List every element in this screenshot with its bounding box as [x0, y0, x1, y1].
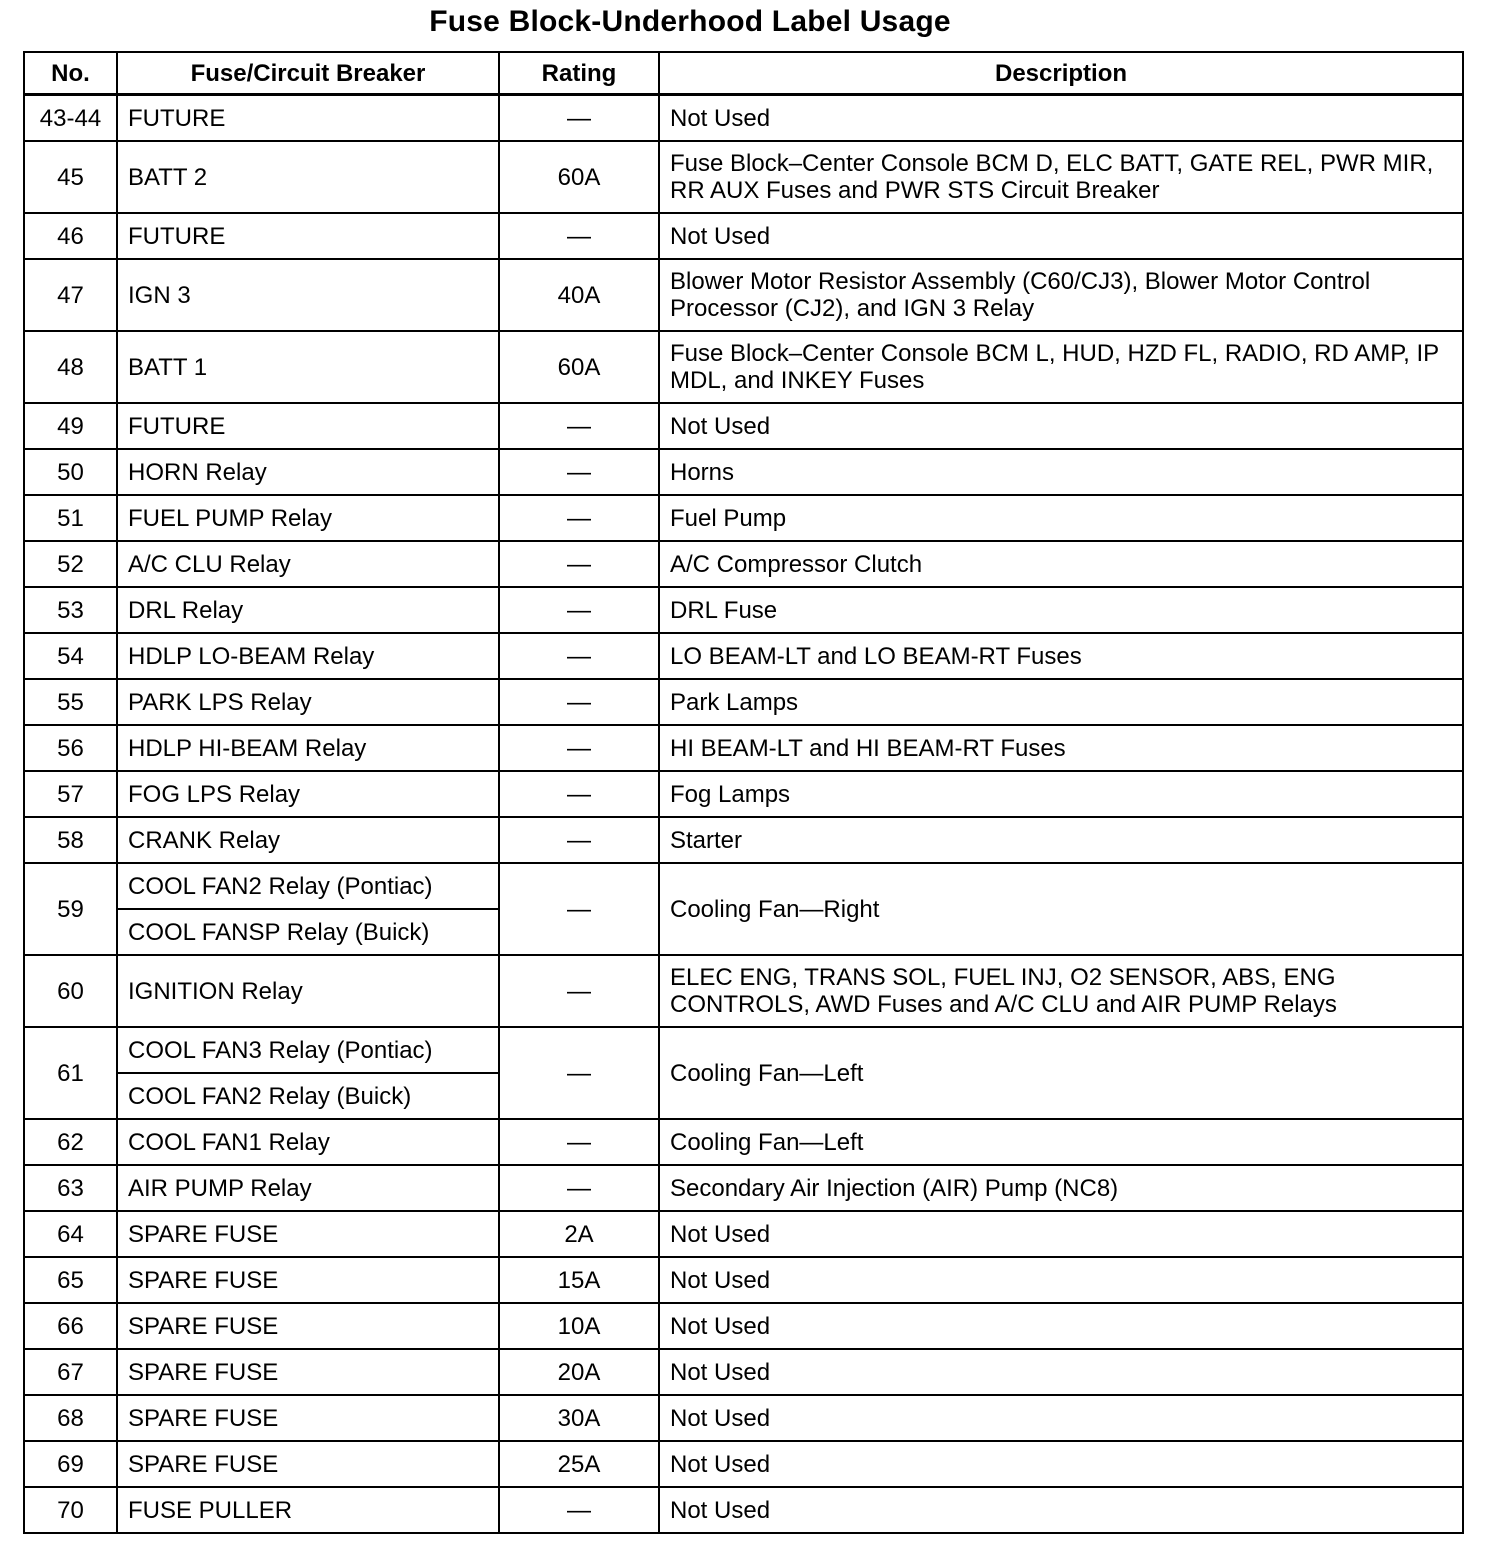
cell-rating: — — [499, 541, 659, 587]
cell-description: Not Used — [659, 213, 1463, 259]
cell-description: HI BEAM-LT and HI BEAM-RT Fuses — [659, 725, 1463, 771]
cell-rating: 60A — [499, 331, 659, 403]
cell-fuse: CRANK Relay — [117, 817, 499, 863]
table-row — [24, 1487, 1463, 1533]
cell-fuse: HDLP LO-BEAM Relay — [117, 633, 499, 679]
cell-no: 62 — [24, 1119, 117, 1165]
table-row — [24, 1441, 1463, 1487]
cell-no: 60 — [24, 955, 117, 1027]
cell-no: 63 — [24, 1165, 117, 1211]
cell-description: Secondary Air Injection (AIR) Pump (NC8) — [659, 1165, 1463, 1211]
cell-rating: 10A — [499, 1303, 659, 1349]
cell-description: Park Lamps — [659, 679, 1463, 725]
table-row — [24, 1303, 1463, 1349]
cell-fuse: FUSE PULLER — [117, 1487, 499, 1533]
table-row — [24, 1165, 1463, 1211]
table-row — [24, 1119, 1463, 1165]
cell-rating: — — [499, 679, 659, 725]
table-row — [24, 331, 1463, 403]
cell-description: Cooling Fan—Right — [659, 863, 1463, 955]
cell-fuse: DRL Relay — [117, 587, 499, 633]
cell-fuse: COOL FAN2 Relay (Pontiac) — [117, 863, 499, 909]
cell-rating: — — [499, 95, 659, 142]
table-row — [24, 141, 1463, 213]
cell-rating: 15A — [499, 1257, 659, 1303]
cell-rating: 25A — [499, 1441, 659, 1487]
table-row — [24, 817, 1463, 863]
cell-rating: 40A — [499, 259, 659, 331]
table-row — [24, 95, 1463, 142]
cell-rating: — — [499, 771, 659, 817]
cell-description: Not Used — [659, 1395, 1463, 1441]
cell-no: 56 — [24, 725, 117, 771]
table-body — [24, 95, 1463, 1534]
cell-description: Not Used — [659, 1349, 1463, 1395]
cell-no: 50 — [24, 449, 117, 495]
cell-description: Not Used — [659, 1303, 1463, 1349]
cell-no: 58 — [24, 817, 117, 863]
header-no: No. — [24, 52, 117, 95]
cell-description: Starter — [659, 817, 1463, 863]
cell-rating: — — [499, 213, 659, 259]
cell-rating: 2A — [499, 1211, 659, 1257]
cell-description: Not Used — [659, 1211, 1463, 1257]
table-row — [24, 449, 1463, 495]
cell-rating: — — [499, 725, 659, 771]
cell-fuse: COOL FANSP Relay (Buick) — [117, 909, 499, 955]
cell-fuse: FOG LPS Relay — [117, 771, 499, 817]
cell-rating: — — [499, 633, 659, 679]
cell-fuse: SPARE FUSE — [117, 1441, 499, 1487]
cell-description: Not Used — [659, 1257, 1463, 1303]
cell-description: Cooling Fan—Left — [659, 1027, 1463, 1119]
cell-rating: — — [499, 1119, 659, 1165]
cell-description: Blower Motor Resistor Assembly (C60/CJ3), Blower Motor Control Processor (CJ2), and IGN 3 Relay — [659, 259, 1463, 331]
table-row — [24, 955, 1463, 1027]
cell-rating: — — [499, 403, 659, 449]
table-row — [24, 1027, 1463, 1073]
cell-rating: 30A — [499, 1395, 659, 1441]
table-header-row — [24, 52, 1463, 95]
cell-no: 43-44 — [24, 95, 117, 142]
table-row — [24, 1257, 1463, 1303]
cell-fuse: SPARE FUSE — [117, 1257, 499, 1303]
table-row — [24, 633, 1463, 679]
table-row — [24, 863, 1463, 909]
cell-fuse: IGNITION Relay — [117, 955, 499, 1027]
cell-fuse: BATT 2 — [117, 141, 499, 213]
cell-fuse: HORN Relay — [117, 449, 499, 495]
cell-no: 51 — [24, 495, 117, 541]
table-row — [24, 771, 1463, 817]
cell-description: Horns — [659, 449, 1463, 495]
cell-description: Fuse Block–Center Console BCM L, HUD, HZD FL, RADIO, RD AMP, IP MDL, and INKEY Fuses — [659, 331, 1463, 403]
cell-fuse: COOL FAN1 Relay — [117, 1119, 499, 1165]
cell-no: 68 — [24, 1395, 117, 1441]
table-row — [24, 587, 1463, 633]
cell-no: 64 — [24, 1211, 117, 1257]
cell-no: 47 — [24, 259, 117, 331]
cell-no: 70 — [24, 1487, 117, 1533]
table-row — [24, 1395, 1463, 1441]
cell-fuse: FUTURE — [117, 403, 499, 449]
cell-fuse: FUEL PUMP Relay — [117, 495, 499, 541]
cell-description: Not Used — [659, 403, 1463, 449]
cell-no: 57 — [24, 771, 117, 817]
cell-no: 66 — [24, 1303, 117, 1349]
table-row — [24, 495, 1463, 541]
cell-rating: — — [499, 817, 659, 863]
page-title: Fuse Block-Underhood Label Usage — [429, 5, 951, 38]
table-row — [24, 679, 1463, 725]
cell-rating: 20A — [499, 1349, 659, 1395]
cell-fuse: SPARE FUSE — [117, 1349, 499, 1395]
cell-fuse: IGN 3 — [117, 259, 499, 331]
table-row — [24, 259, 1463, 331]
cell-no: 67 — [24, 1349, 117, 1395]
cell-fuse: FUTURE — [117, 213, 499, 259]
cell-fuse: SPARE FUSE — [117, 1211, 499, 1257]
cell-rating: — — [499, 955, 659, 1027]
table-row — [24, 403, 1463, 449]
table-row — [24, 1211, 1463, 1257]
cell-fuse: COOL FAN3 Relay (Pontiac) — [117, 1027, 499, 1073]
cell-fuse: BATT 1 — [117, 331, 499, 403]
cell-description: Not Used — [659, 1441, 1463, 1487]
cell-description: DRL Fuse — [659, 587, 1463, 633]
cell-description: Fuse Block–Center Console BCM D, ELC BATT, GATE REL, PWR MIR, RR AUX Fuses and PWR STS Circuit Breaker — [659, 141, 1463, 213]
cell-no: 54 — [24, 633, 117, 679]
cell-no: 52 — [24, 541, 117, 587]
cell-description: LO BEAM-LT and LO BEAM-RT Fuses — [659, 633, 1463, 679]
cell-rating: — — [499, 1027, 659, 1119]
cell-no: 59 — [24, 863, 117, 955]
cell-fuse: COOL FAN2 Relay (Buick) — [117, 1073, 499, 1119]
cell-fuse: HDLP HI-BEAM Relay — [117, 725, 499, 771]
cell-fuse: A/C CLU Relay — [117, 541, 499, 587]
cell-rating: — — [499, 1165, 659, 1211]
cell-no: 48 — [24, 331, 117, 403]
cell-description: A/C Compressor Clutch — [659, 541, 1463, 587]
cell-no: 61 — [24, 1027, 117, 1119]
cell-no: 55 — [24, 679, 117, 725]
cell-no: 65 — [24, 1257, 117, 1303]
cell-description: Cooling Fan—Left — [659, 1119, 1463, 1165]
cell-no: 45 — [24, 141, 117, 213]
cell-rating: — — [499, 495, 659, 541]
cell-no: 49 — [24, 403, 117, 449]
cell-description: Fuel Pump — [659, 495, 1463, 541]
cell-description: Not Used — [659, 1487, 1463, 1533]
cell-description: ELEC ENG, TRANS SOL, FUEL INJ, O2 SENSOR, ABS, ENG CONTROLS, AWD Fuses and A/C CLU and AIR PUMP Relays — [659, 955, 1463, 1027]
fuse-table — [23, 51, 1464, 1534]
header-rating: Rating — [499, 52, 659, 95]
cell-fuse: PARK LPS Relay — [117, 679, 499, 725]
table-row — [24, 541, 1463, 587]
cell-no: 69 — [24, 1441, 117, 1487]
table-row — [24, 1349, 1463, 1395]
cell-description: Not Used — [659, 95, 1463, 142]
cell-fuse: SPARE FUSE — [117, 1303, 499, 1349]
cell-fuse: FUTURE — [117, 95, 499, 142]
cell-fuse: AIR PUMP Relay — [117, 1165, 499, 1211]
cell-rating: — — [499, 449, 659, 495]
cell-rating: — — [499, 863, 659, 955]
cell-rating: — — [499, 587, 659, 633]
cell-no: 53 — [24, 587, 117, 633]
table-row — [24, 725, 1463, 771]
cell-fuse: SPARE FUSE — [117, 1395, 499, 1441]
cell-rating: — — [499, 1487, 659, 1533]
header-description: Description — [659, 52, 1463, 95]
cell-no: 46 — [24, 213, 117, 259]
header-fuse: Fuse/Circuit Breaker — [117, 52, 499, 95]
cell-rating: 60A — [499, 141, 659, 213]
table-row — [24, 213, 1463, 259]
cell-description: Fog Lamps — [659, 771, 1463, 817]
